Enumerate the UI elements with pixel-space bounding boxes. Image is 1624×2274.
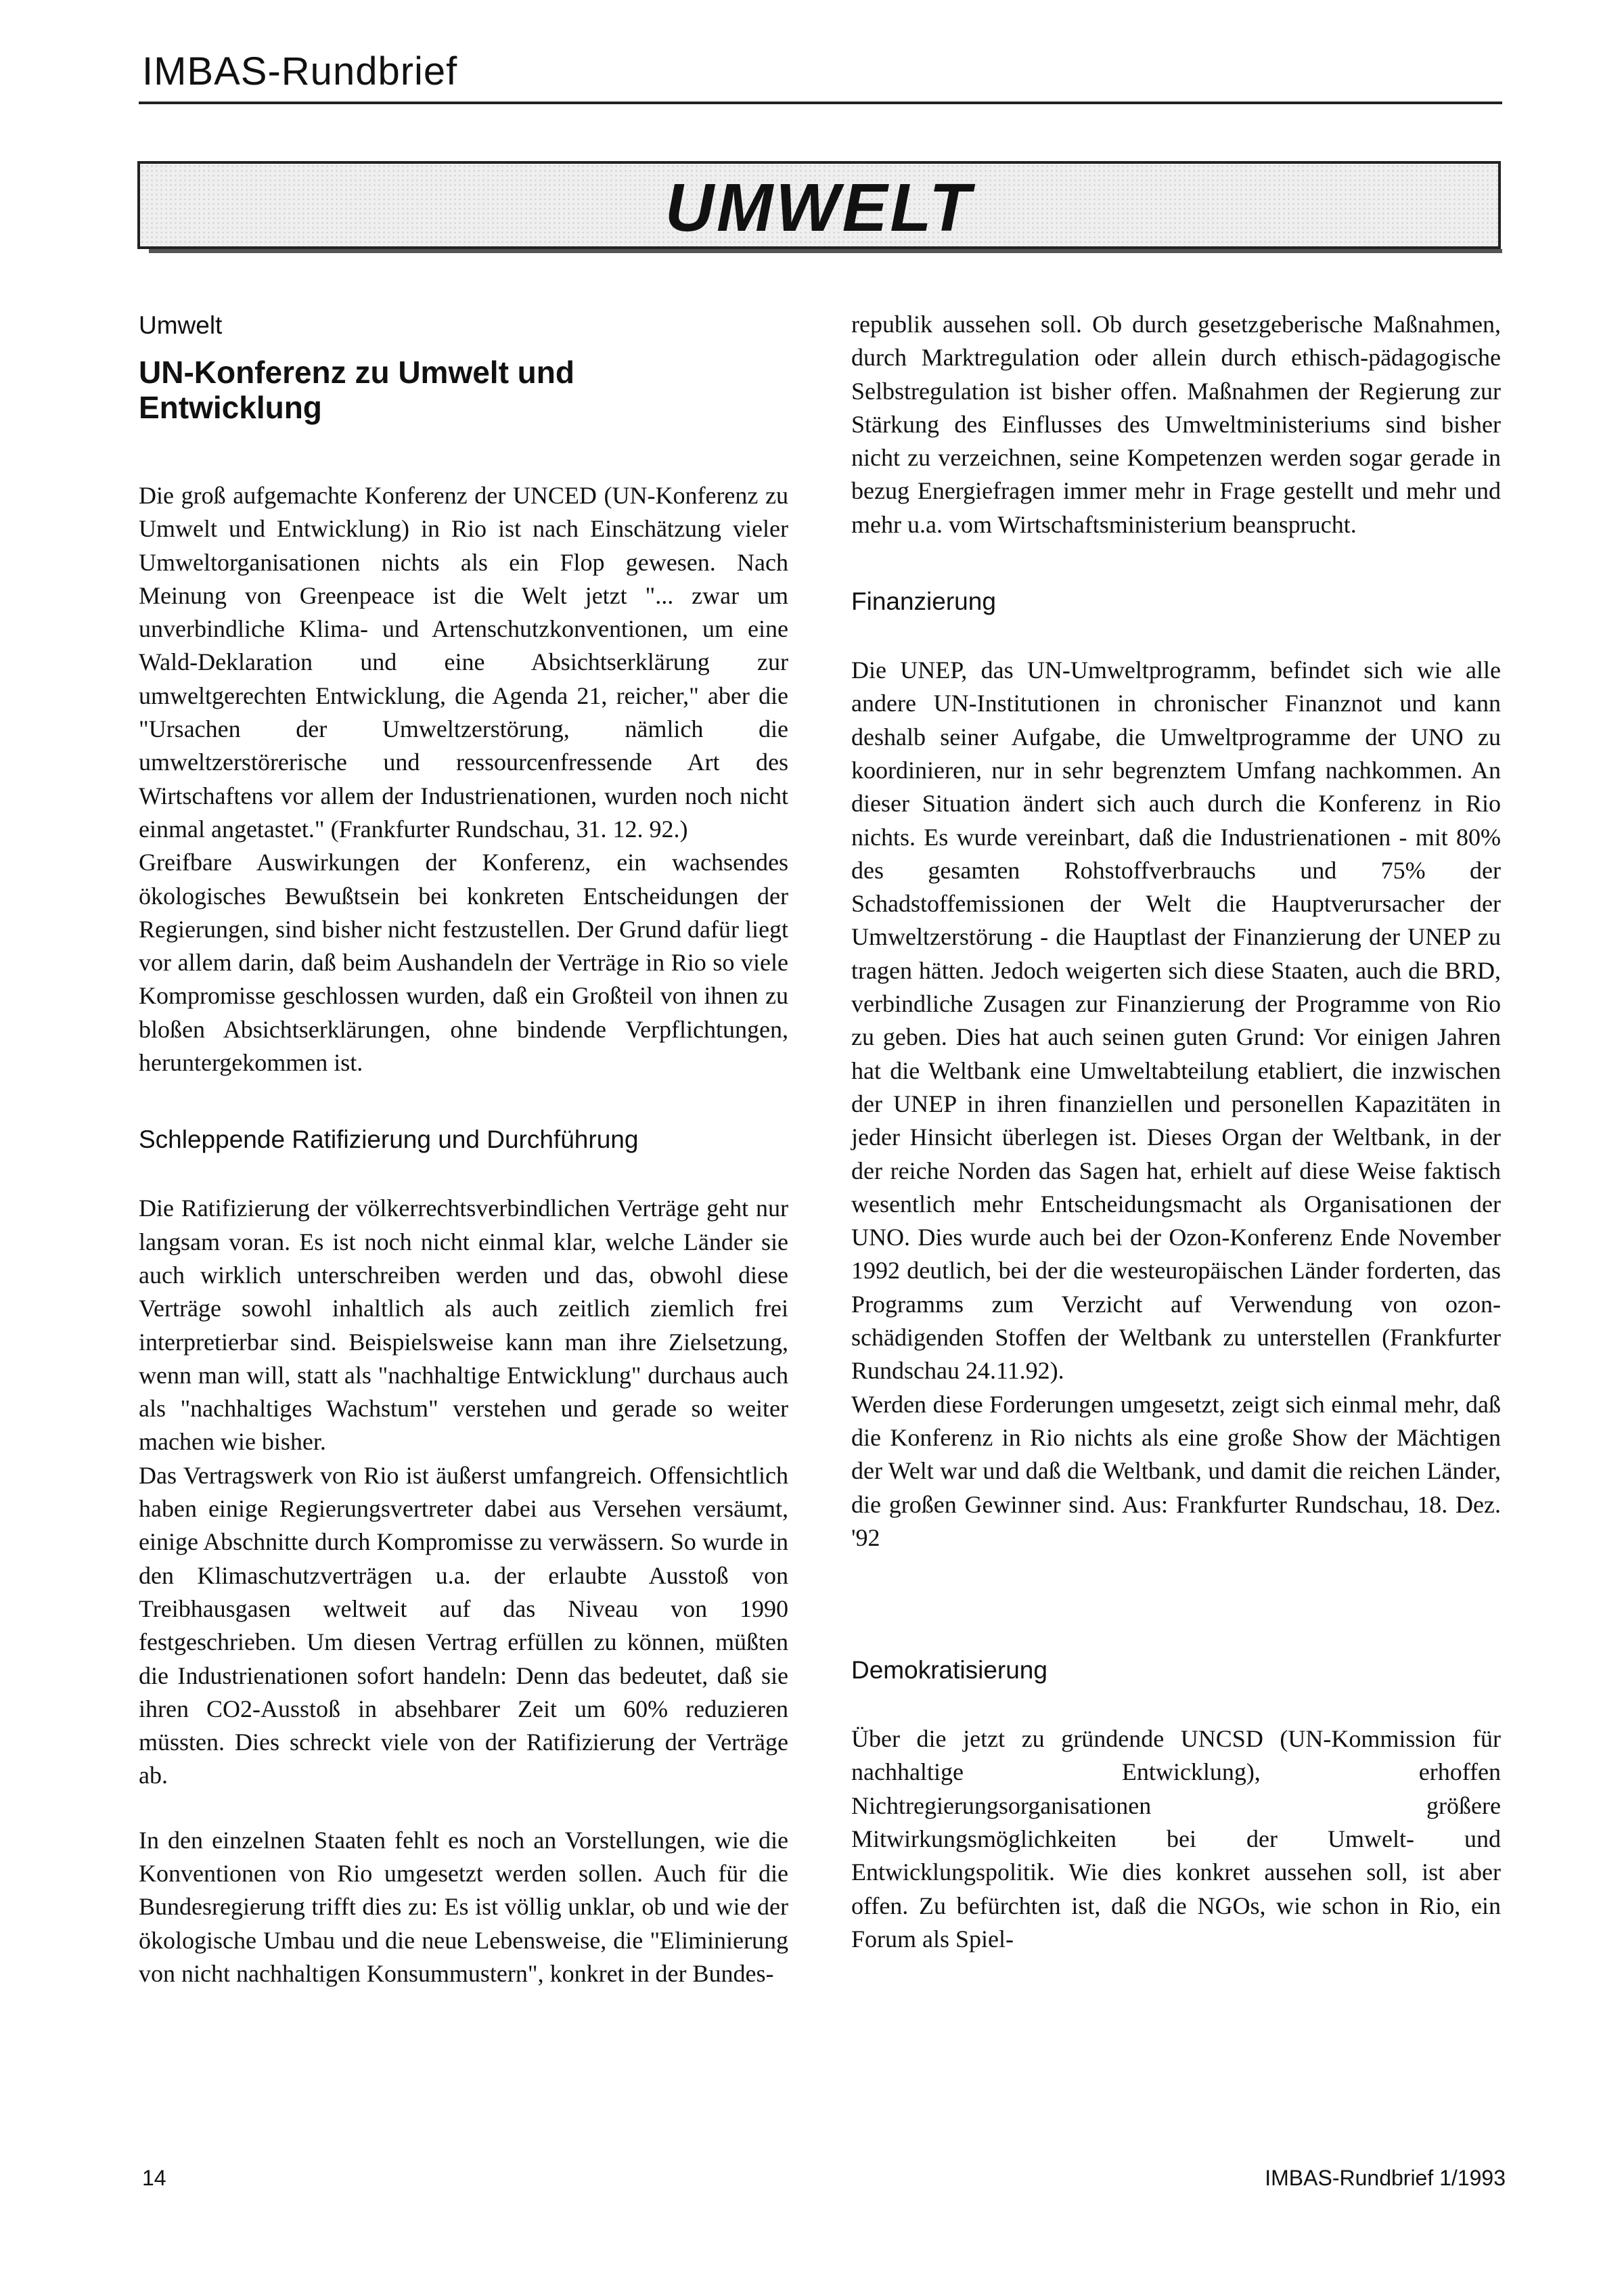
intro-paragraph: Greifbare Auswirkungen der Konferenz, ein wachsendes ökologisches Bewußtsein bei konkreten Entscheidungen der Regierungen, sind bisher nicht festzustellen. Der Grund dafür liegt vor allem darin, daß beim Aushandeln der Verträge in Rio so viele Kompromisse geschlossen wurden, daß ein Großteil von ihnen zu bloßen Absichtserklärungen, ohne bindende Verpflichtungen, heruntergekommen ist. — [139, 849, 788, 1077]
article-headline: UN-Konferenz zu Umwelt und Entwicklung — [139, 355, 574, 425]
header-rule — [139, 102, 1502, 104]
body-paragraph: Die Ratifizierung der völkerrechtsverbindlichen Verträge geht nur langsam voran. Es ist noch nicht einmal klar, welche Länder sie auch wirklich unterschreiben werden und das, obwohl diese Verträge sowohl inhaltlich als auch zeitlich ziemlich frei interpretierbar sind. Beispielsweise kann man ihre Zielsetzung, wenn man will, statt als "nachhaltige Entwicklung" durchaus auch als "nachhaltiges Wachstum" verstehen und gerade so weiter machen wie bisher. — [139, 1195, 788, 1456]
issue-label: IMBAS-Rundbrief 1/1993 — [1265, 2166, 1506, 2190]
banner-shadow — [149, 249, 1502, 253]
section-heading: Finanzierung — [851, 587, 996, 616]
body-paragraph: Werden diese Forderungen umgesetzt, zeigt sich einmal mehr, daß die Konferenz in Rio nichts als eine große Show der Mächtigen der Welt war und daß die Weltbank, und damit die reichen Länder, die großen Gewinner sind. Aus: Frankfurter Rundschau, 18. Dez. '92 — [851, 1390, 1501, 1551]
intro-paragraph: Die groß aufgemachte Konferenz der UNCED (UN-Konferenz zu Umwelt und Entwicklung) in Rio ist nach Einschätzung vieler Umweltorganisationen nichts als ein Flop gewesen. Nach Meinung von Greenpeace ist die Welt jetzt "... zwar um unverbindliche Klima- und Artenschutzkonventionen, um eine Wald-Deklaration und eine Absichtserklärung zur umweltgerechten Entwicklung, die Agenda 21, reicher," aber die "Ursachen der Umweltzerstörung, nämlich die umweltzerstörerische und ressourcenfressende Art des Wirtschaftens vor allem der Industrienationen, wurden noch nicht einmal angetastet." (Frankfurter Rundschau, 31. 12. 92.) — [139, 482, 788, 843]
header-title: IMBAS-Rundbrief — [142, 49, 458, 93]
article-kicker: Umwelt — [139, 311, 223, 339]
section-heading: Demokratisierung — [851, 1656, 1047, 1685]
body-paragraph: Das Vertragswerk von Rio ist äußerst umfangreich. Offensichtlich haben einige Regierungsvertreter dabei aus Versehen versäumt, einige Abschnitte durch Kompromisse zu verwässern. So wurde in den Klimaschutzverträgen u.a. der erlaubte Ausstoß von Treibhausgasen weltweit auf das Niveau von 1990 festgeschrieben. Um diesen Vertrag erfüllen zu können, müßten die Industrienationen sofort handeln: Denn das bedeutet, daß sie ihren CO2-Ausstoß in absehbarer Zeit um 60% reduzieren müssten. Dies schreckt viele von der Ratifizierung der Verträge ab. — [139, 1461, 788, 1789]
body-paragraph: In den einzelnen Staaten fehlt es noch an Vorstellungen, wie die Konventionen von Rio umgesetzt werden sollen. Auch für die Bundesregierung trifft dies zu: Es ist völlig unklar, ob und wie der ökologische Umbau und die neue Lebensweise, die "Eliminierung von nicht nachhaltigen Konsummustern", konkret in der Bundes- — [139, 1826, 788, 1987]
banner-title: UMWELT — [664, 170, 974, 246]
page-number: 14 — [142, 2166, 166, 2190]
section-banner — [137, 161, 1501, 249]
section-heading: Schleppende Ratifizierung und Durchführung — [139, 1125, 639, 1154]
right-column — [851, 308, 1501, 1956]
left-column — [139, 298, 788, 1990]
body-paragraph: republik aussehen soll. Ob durch gesetzgeberische Maßnahmen, durch Marktregulation oder allein durch ethisch-pädagogische Selbstregulation ist bisher offen. Maßnahmen der Regierung zur Stärkung des Einflusses des Umweltministeriums sind bisher nicht zu verzeichnen, seine Kompetenzen werden sogar gerade in bezug Energiefragen immer mehr in Frage gestellt und mehr und mehr u.a. vom Wirtschaftsministerium beansprucht. — [851, 311, 1501, 538]
body-paragraph: Die UNEP, das UN-Umweltprogramm, befindet sich wie alle andere UN-Institutionen in chronischer Finanznot und kann deshalb seiner Aufgabe, die Umweltprogramme der UNO zu koordinieren, nur in sehr begrenztem Umfang nachkommen. An dieser Situation ändert sich auch durch die Konferenz in Rio nichts. Es wurde vereinbart, daß die Industrienationen - mit 80% des gesamten Rohstoffverbrauchs und 75% der Schadstoffemissionen der Welt die Hauptverursacher der Umweltzerstörung - die Hauptlast der Finanzierung der UNEP zu tragen hätten. Jedoch weigerten sich diese Staaten, auch die BRD, verbindliche Zusagen zur Finanzierung der Programme von Rio zu geben. Dies hat auch seinen guten Grund: Vor einigen Jahren hat die Weltbank eine Umweltabteilung etabliert, die inzwischen der UNEP in ihren finanziellen und personellen Kapazitäten in jeder Hinsicht überlegen ist. Dieses Organ der Weltbank, in der der reiche Norden das Sagen hat, erhielt auf diese Weise faktisch wesentlich mehr Entscheidungsmacht als Organisationen der UNO. Dies wurde auch bei der Ozon-Konferenz Ende November 1992 deutlich, bei der die westeuropäischen Länder forderten, das Programms zum Verzicht auf Verwendung von ozon-schädigenden Stoffen der Weltbank zu unterstellen (Frankfurter Rundschau 24.11.92). — [851, 656, 1501, 1385]
body-paragraph: Über die jetzt zu gründende UNCSD (UN-Kommission für nachhaltige Entwicklung), erhoffen Nichtregierungsorganisationen größere Mitwirkungsmöglichkeiten bei der Umwelt- und Entwicklungspolitik. Wie dies konkret aussehen soll, ist aber offen. Zu befürchten ist, daß die NGOs, wie schon in Rio, ein Forum als Spiel- — [851, 1725, 1501, 1953]
